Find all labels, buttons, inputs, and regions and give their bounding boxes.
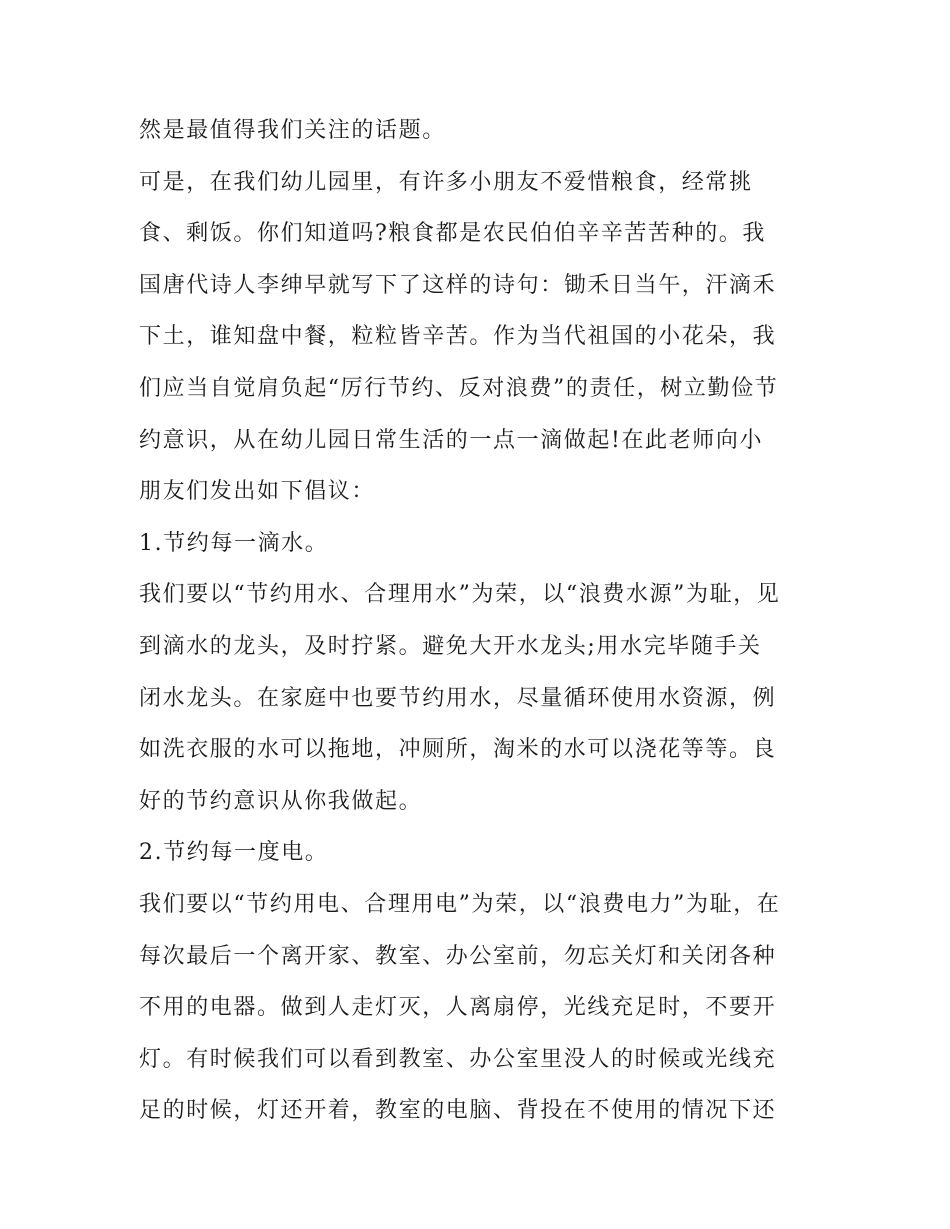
text-line: 到滴水的龙头，及时拧紧。避免大开水龙头;用水完毕随手关 bbox=[139, 633, 762, 659]
text-line: 不用的电器。做到人走灯灭，人离扇停，光线充足时，不要开 bbox=[139, 995, 777, 1021]
text-line: 国唐代诗人李绅早就写下了这样的诗句：锄禾日当午，汗滴禾 bbox=[139, 272, 777, 298]
document-body bbox=[139, 105, 819, 1137]
text-line: 每次最后一个离开家、教室、办公室前，勿忘关灯和关闭各种 bbox=[139, 943, 777, 969]
text-line: 闭水龙头。在家庭中也要节约用水，尽量循环使用水资源，例 bbox=[139, 685, 777, 711]
text-line: 我们要以“节约用水、合理用水”为荣，以“浪费水源”为耻，见 bbox=[139, 582, 781, 608]
text-line: 足的时候，灯还开着，教室的电脑、背投在不使用的情况下还 bbox=[139, 1098, 777, 1124]
text-line: 可是，在我们幼儿园里，有许多小朋友不爱惜粮食，经常挑 bbox=[139, 169, 753, 195]
section-heading-electricity: 2.节约每一度电。 bbox=[139, 840, 329, 866]
section-heading-water: 1.节约每一滴水。 bbox=[139, 530, 329, 556]
text-line: 我们要以“节约用电、合理用电”为荣，以“浪费电力”为耻，在 bbox=[139, 891, 781, 917]
text-line: 好的节约意识从你我做起。 bbox=[139, 788, 423, 814]
text-line: 如洗衣服的水可以拖地，冲厕所，淘米的水可以浇花等等。良 bbox=[139, 737, 777, 763]
text-line: 下土，谁知盘中餐，粒粒皆辛苦。作为当代祖国的小花朵，我 bbox=[139, 324, 777, 350]
text-line: 食、剩饭。你们知道吗?粮食都是农民伯伯辛辛苦苦种的。我 bbox=[139, 221, 766, 247]
text-line: 约意识，从在幼儿园日常生活的一点一滴做起!在此老师向小 bbox=[139, 427, 764, 453]
text-line: 然是最值得我们关注的话题。 bbox=[139, 118, 446, 143]
text-line: 朋友们发出如下倡议： bbox=[139, 479, 376, 505]
text-line: 们应当自觉肩负起“厉行节约、反对浪费”的责任，树立勤俭节 bbox=[139, 375, 779, 401]
text-line: 灯。有时候我们可以看到教室、办公室里没人的时候或光线充 bbox=[139, 1046, 777, 1072]
